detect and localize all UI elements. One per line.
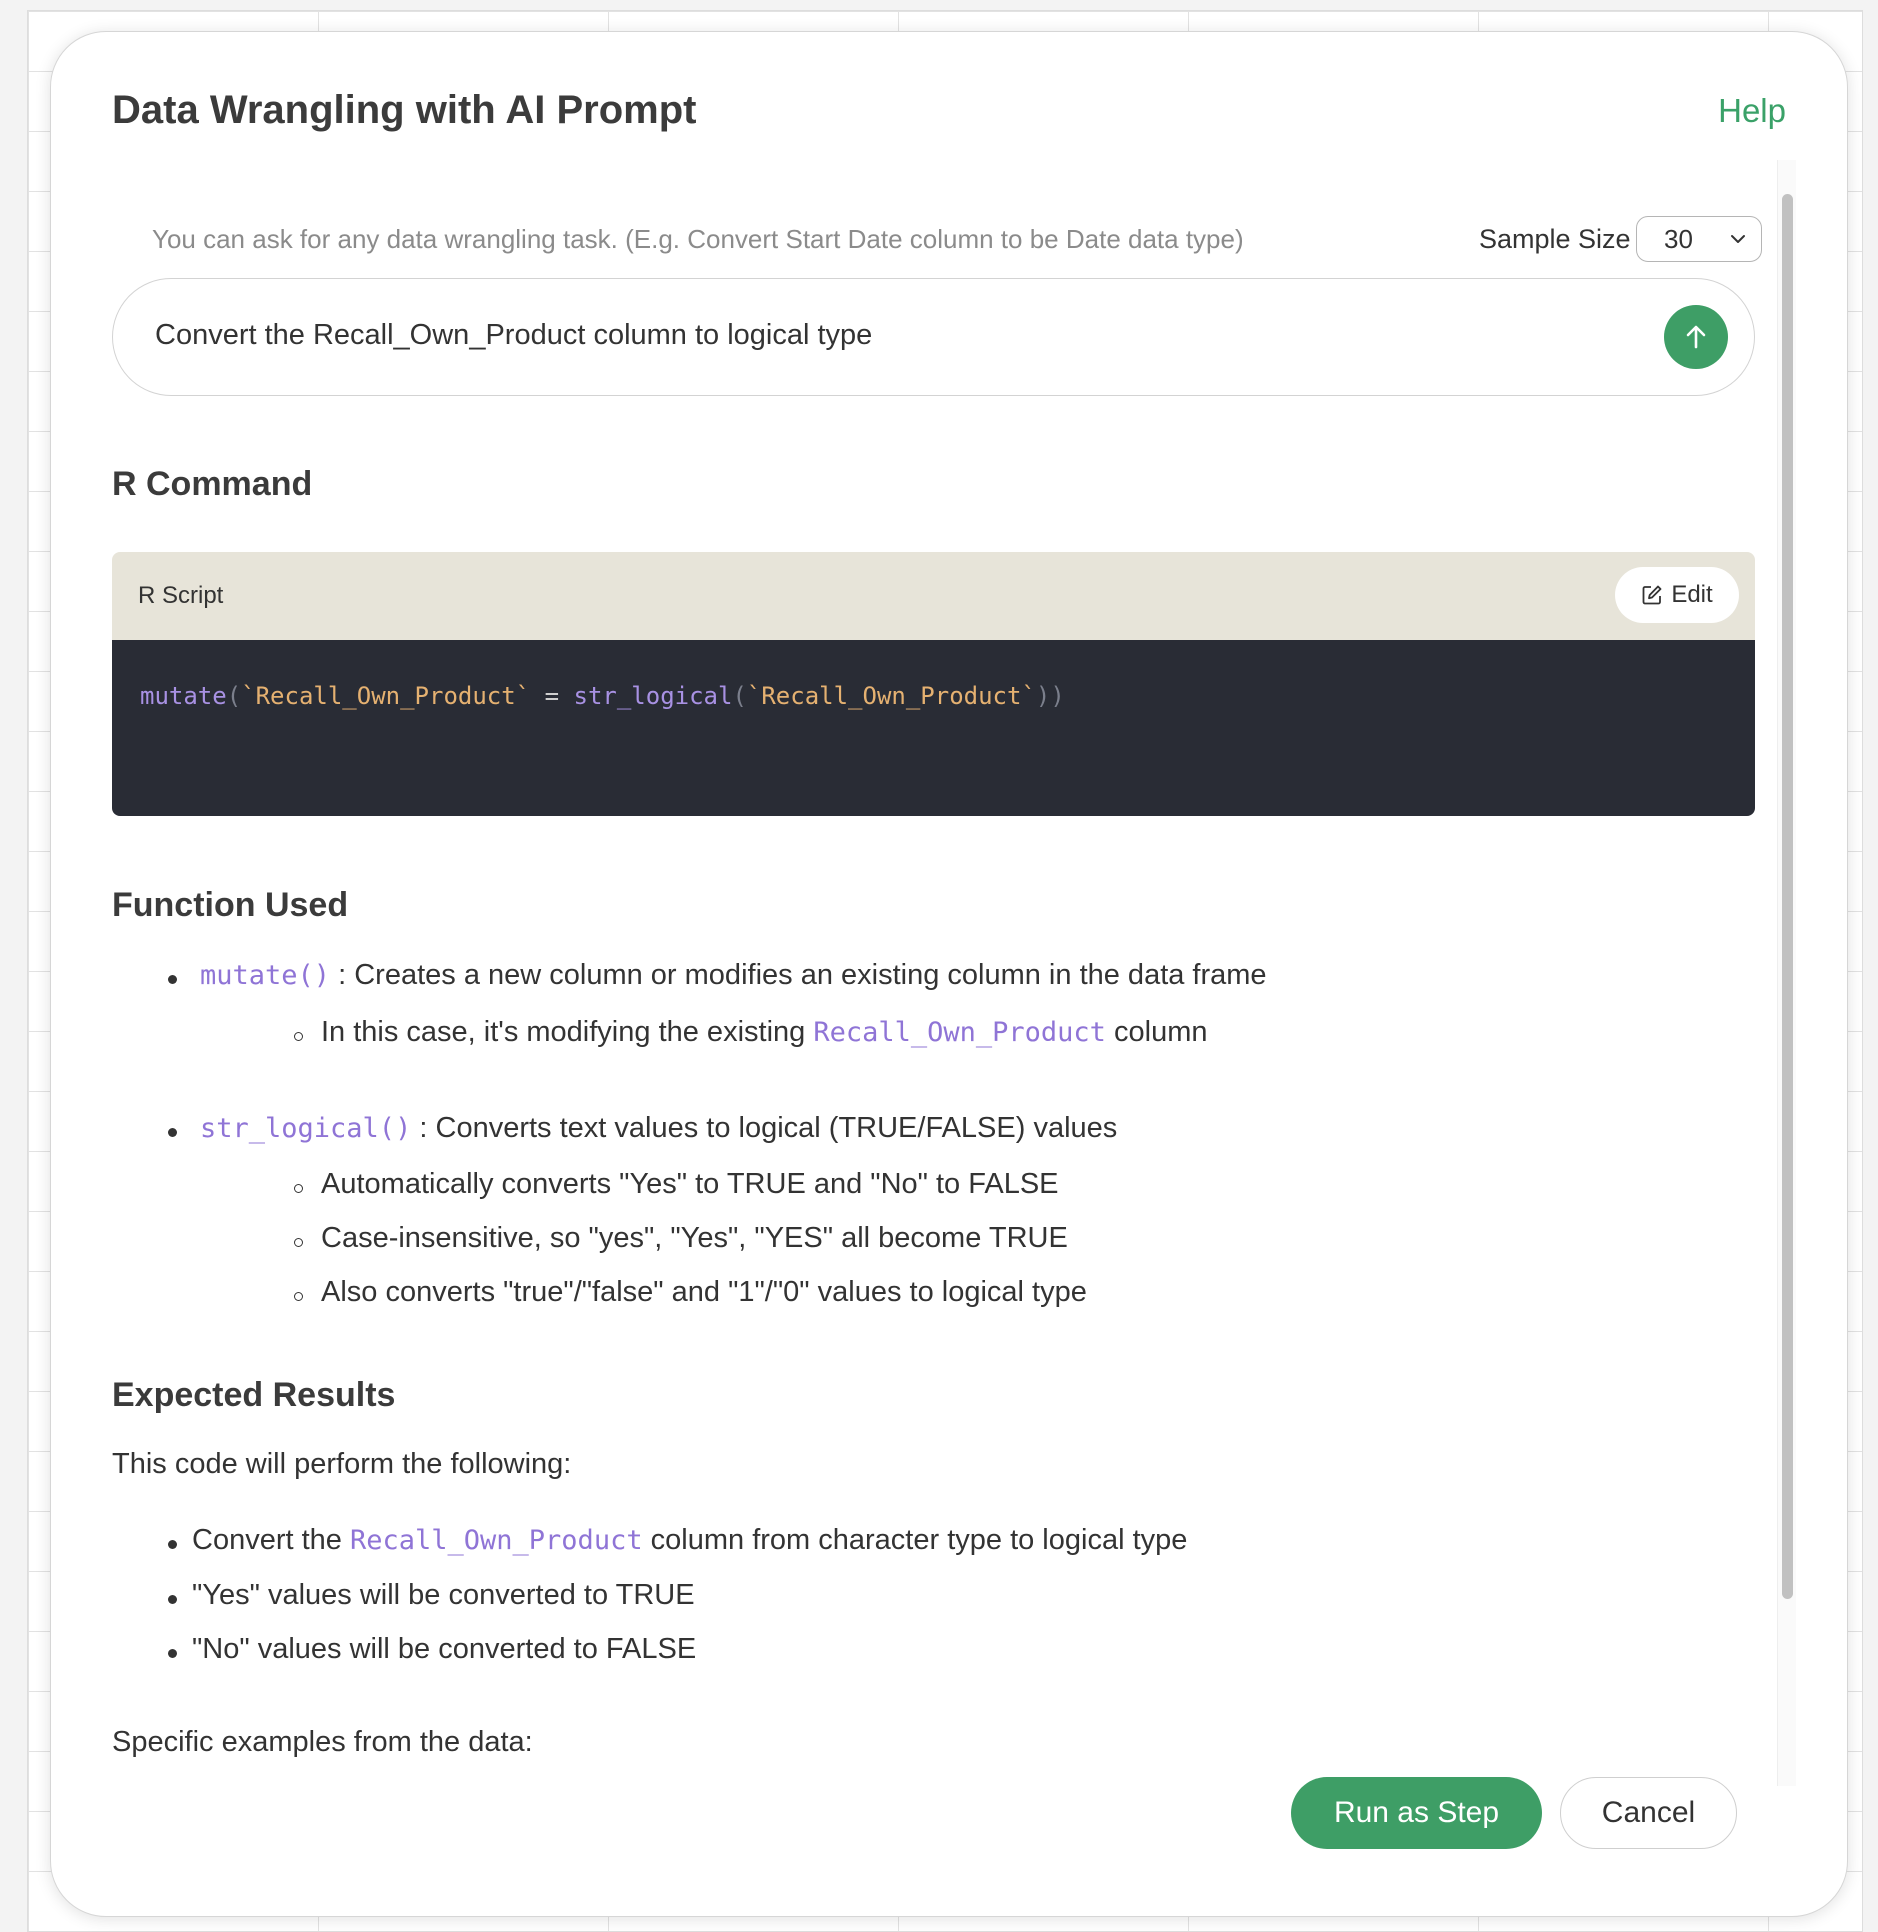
bullet <box>168 1540 177 1549</box>
sub-bullet <box>294 1184 303 1193</box>
list-item-text: : Converts text values to logical (TRUE/FALSE) values <box>419 1112 1118 1144</box>
list-item-text: "Yes" values will be converted to TRUE <box>192 1579 695 1611</box>
inline-code: str_logical() <box>200 1113 412 1144</box>
help-link[interactable]: Help <box>1718 92 1786 129</box>
list-item-text: Automatically converts "Yes" to TRUE and "No" to FALSE <box>321 1168 1059 1200</box>
r-script-card <box>112 552 1755 816</box>
dialog-content[interactable] <box>112 152 1792 1786</box>
prompt-hint: You can ask for any data wrangling task. (E.g. Convert Start Date column to be Date data type) <box>152 224 1244 254</box>
code-paren: )) <box>1035 682 1065 710</box>
sample-size-label: Sample Size <box>1479 224 1631 254</box>
list-item-text: column from character type to logical type <box>642 1524 1188 1556</box>
sample-size-select[interactable] <box>1636 216 1762 262</box>
r-script-code[interactable] <box>112 640 1755 816</box>
list-item <box>192 1524 1187 1557</box>
cancel-button[interactable]: Cancel <box>1560 1777 1737 1849</box>
list-item <box>321 1016 1207 1049</box>
list-item-text: column <box>1105 1016 1208 1048</box>
ai-prompt-dialog <box>50 31 1848 1917</box>
list-item <box>200 1112 1117 1145</box>
edit-icon <box>1641 584 1663 606</box>
r-script-label: R Script <box>138 582 224 609</box>
r-script-header <box>112 552 1755 640</box>
bullet <box>168 975 177 984</box>
code-paren: ( <box>226 682 242 710</box>
run-as-step-button[interactable]: Run as Step <box>1291 1777 1542 1849</box>
edit-button[interactable] <box>1615 567 1739 623</box>
scrollbar[interactable] <box>1777 160 1796 1786</box>
function-used-heading: Function Used <box>112 886 349 924</box>
bullet <box>168 1128 177 1137</box>
code-function: str_logical <box>573 682 733 710</box>
list-item-text: : Creates a new column or modifies an existing column in the data frame <box>338 959 1267 991</box>
inline-code: Recall_Own_Product <box>349 1525 643 1556</box>
code-column: `Recall_Own_Product` <box>746 682 1036 710</box>
chevron-down-icon <box>1728 229 1748 249</box>
edit-label: Edit <box>1671 581 1713 608</box>
list-item-text: Also converts "true"/"false" and "1"/"0" values to logical type <box>321 1276 1087 1308</box>
sample-size-value: 30 <box>1664 223 1693 254</box>
list-item-text: Case-insensitive, so "yes", "Yes", "YES" all become TRUE <box>321 1222 1068 1254</box>
expected-intro: This code will perform the following: <box>112 1448 572 1480</box>
send-button[interactable] <box>1664 305 1728 369</box>
examples-label: Specific examples from the data: <box>112 1726 533 1758</box>
bullet <box>168 1595 177 1604</box>
sub-bullet <box>294 1238 303 1247</box>
list-item <box>200 959 1267 992</box>
expected-results-heading: Expected Results <box>112 1376 396 1414</box>
scrollbar-thumb[interactable] <box>1782 194 1793 1599</box>
sub-bullet <box>294 1292 303 1301</box>
list-item-text: Convert the <box>192 1524 350 1556</box>
dialog-title: Data Wrangling with AI Prompt <box>112 88 697 132</box>
code-column: `Recall_Own_Product` <box>241 682 531 710</box>
r-command-heading: R Command <box>112 465 313 503</box>
inline-code: Recall_Own_Product <box>813 1017 1106 1048</box>
code-line <box>140 682 1065 710</box>
inline-code: mutate() <box>200 960 331 991</box>
prompt-input-value[interactable]: Convert the Recall_Own_Product column to logical type <box>155 319 873 351</box>
arrow-up-icon <box>1680 321 1712 353</box>
sub-bullet <box>294 1032 303 1041</box>
bullet <box>168 1649 177 1658</box>
code-operator: = <box>530 682 574 710</box>
list-item-text: In this case, it's modifying the existing <box>321 1016 814 1048</box>
code-paren: ( <box>732 682 747 710</box>
prompt-input[interactable] <box>112 278 1755 396</box>
list-item-text: "No" values will be converted to FALSE <box>192 1633 697 1665</box>
code-function: mutate <box>140 682 227 710</box>
